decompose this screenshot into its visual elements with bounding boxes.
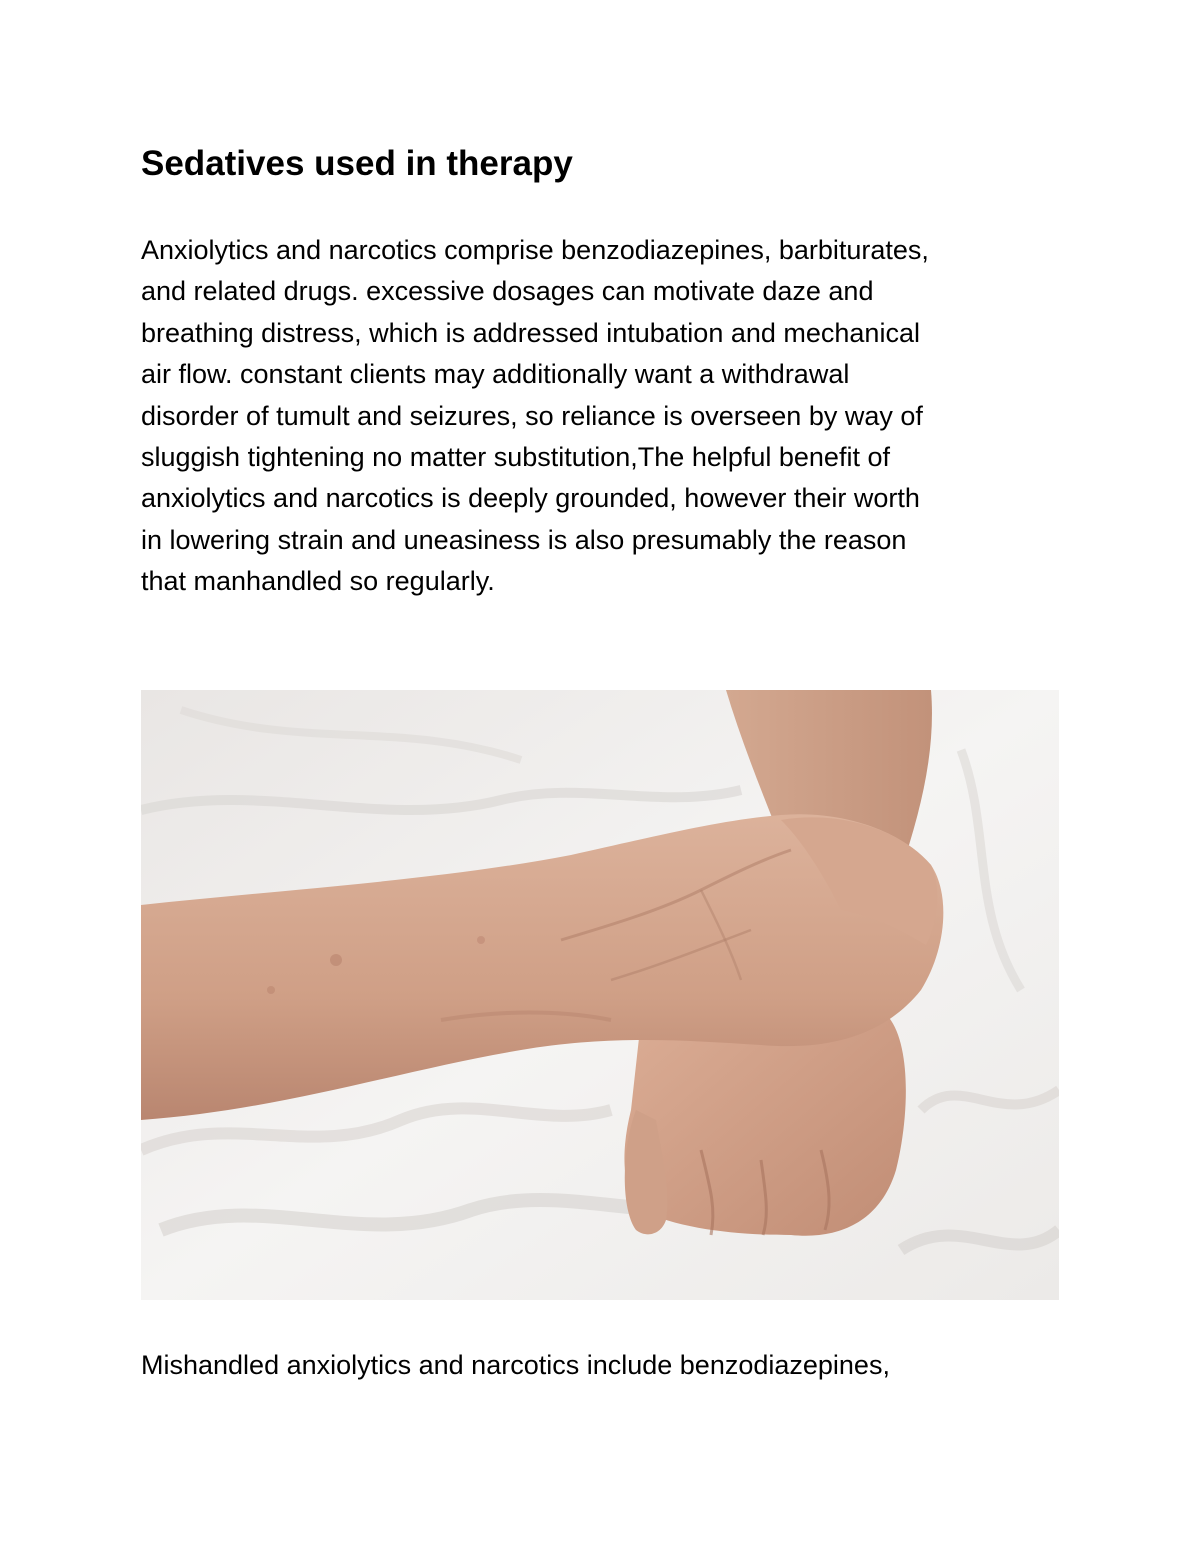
- paragraph-intro: [141, 230, 1071, 603]
- paragraph-line: air flow. constant clients may additionally want a withdrawal: [141, 359, 850, 390]
- paragraph-line: disorder of tumult and seizures, so reliance is overseen by way of: [141, 400, 923, 431]
- paragraph-line: Anxiolytics and narcotics comprise benzodiazepines, barbiturates,: [141, 235, 929, 265]
- page-title: Sedatives used in therapy: [141, 144, 573, 183]
- paragraph-line: sluggish tightening no matter substitution,The helpful benefit of: [141, 442, 890, 473]
- paragraph-line: and related drugs. excessive dosages can motivate daze and: [141, 276, 874, 307]
- hands-on-sheet-illustration: [141, 690, 1059, 1300]
- paragraph-line: that manhandled so regularly.: [141, 566, 495, 597]
- elderly-hands-photo: [141, 690, 1059, 1300]
- paragraph-continued: Mishandled anxiolytics and narcotics include benzodiazepines,: [141, 1350, 890, 1380]
- paragraph-line: breathing distress, which is addressed intubation and mechanical: [141, 317, 920, 348]
- paragraph-line: anxiolytics and narcotics is deeply grounded, however their worth: [141, 483, 920, 514]
- paragraph-line: in lowering strain and uneasiness is also presumably the reason: [141, 524, 907, 555]
